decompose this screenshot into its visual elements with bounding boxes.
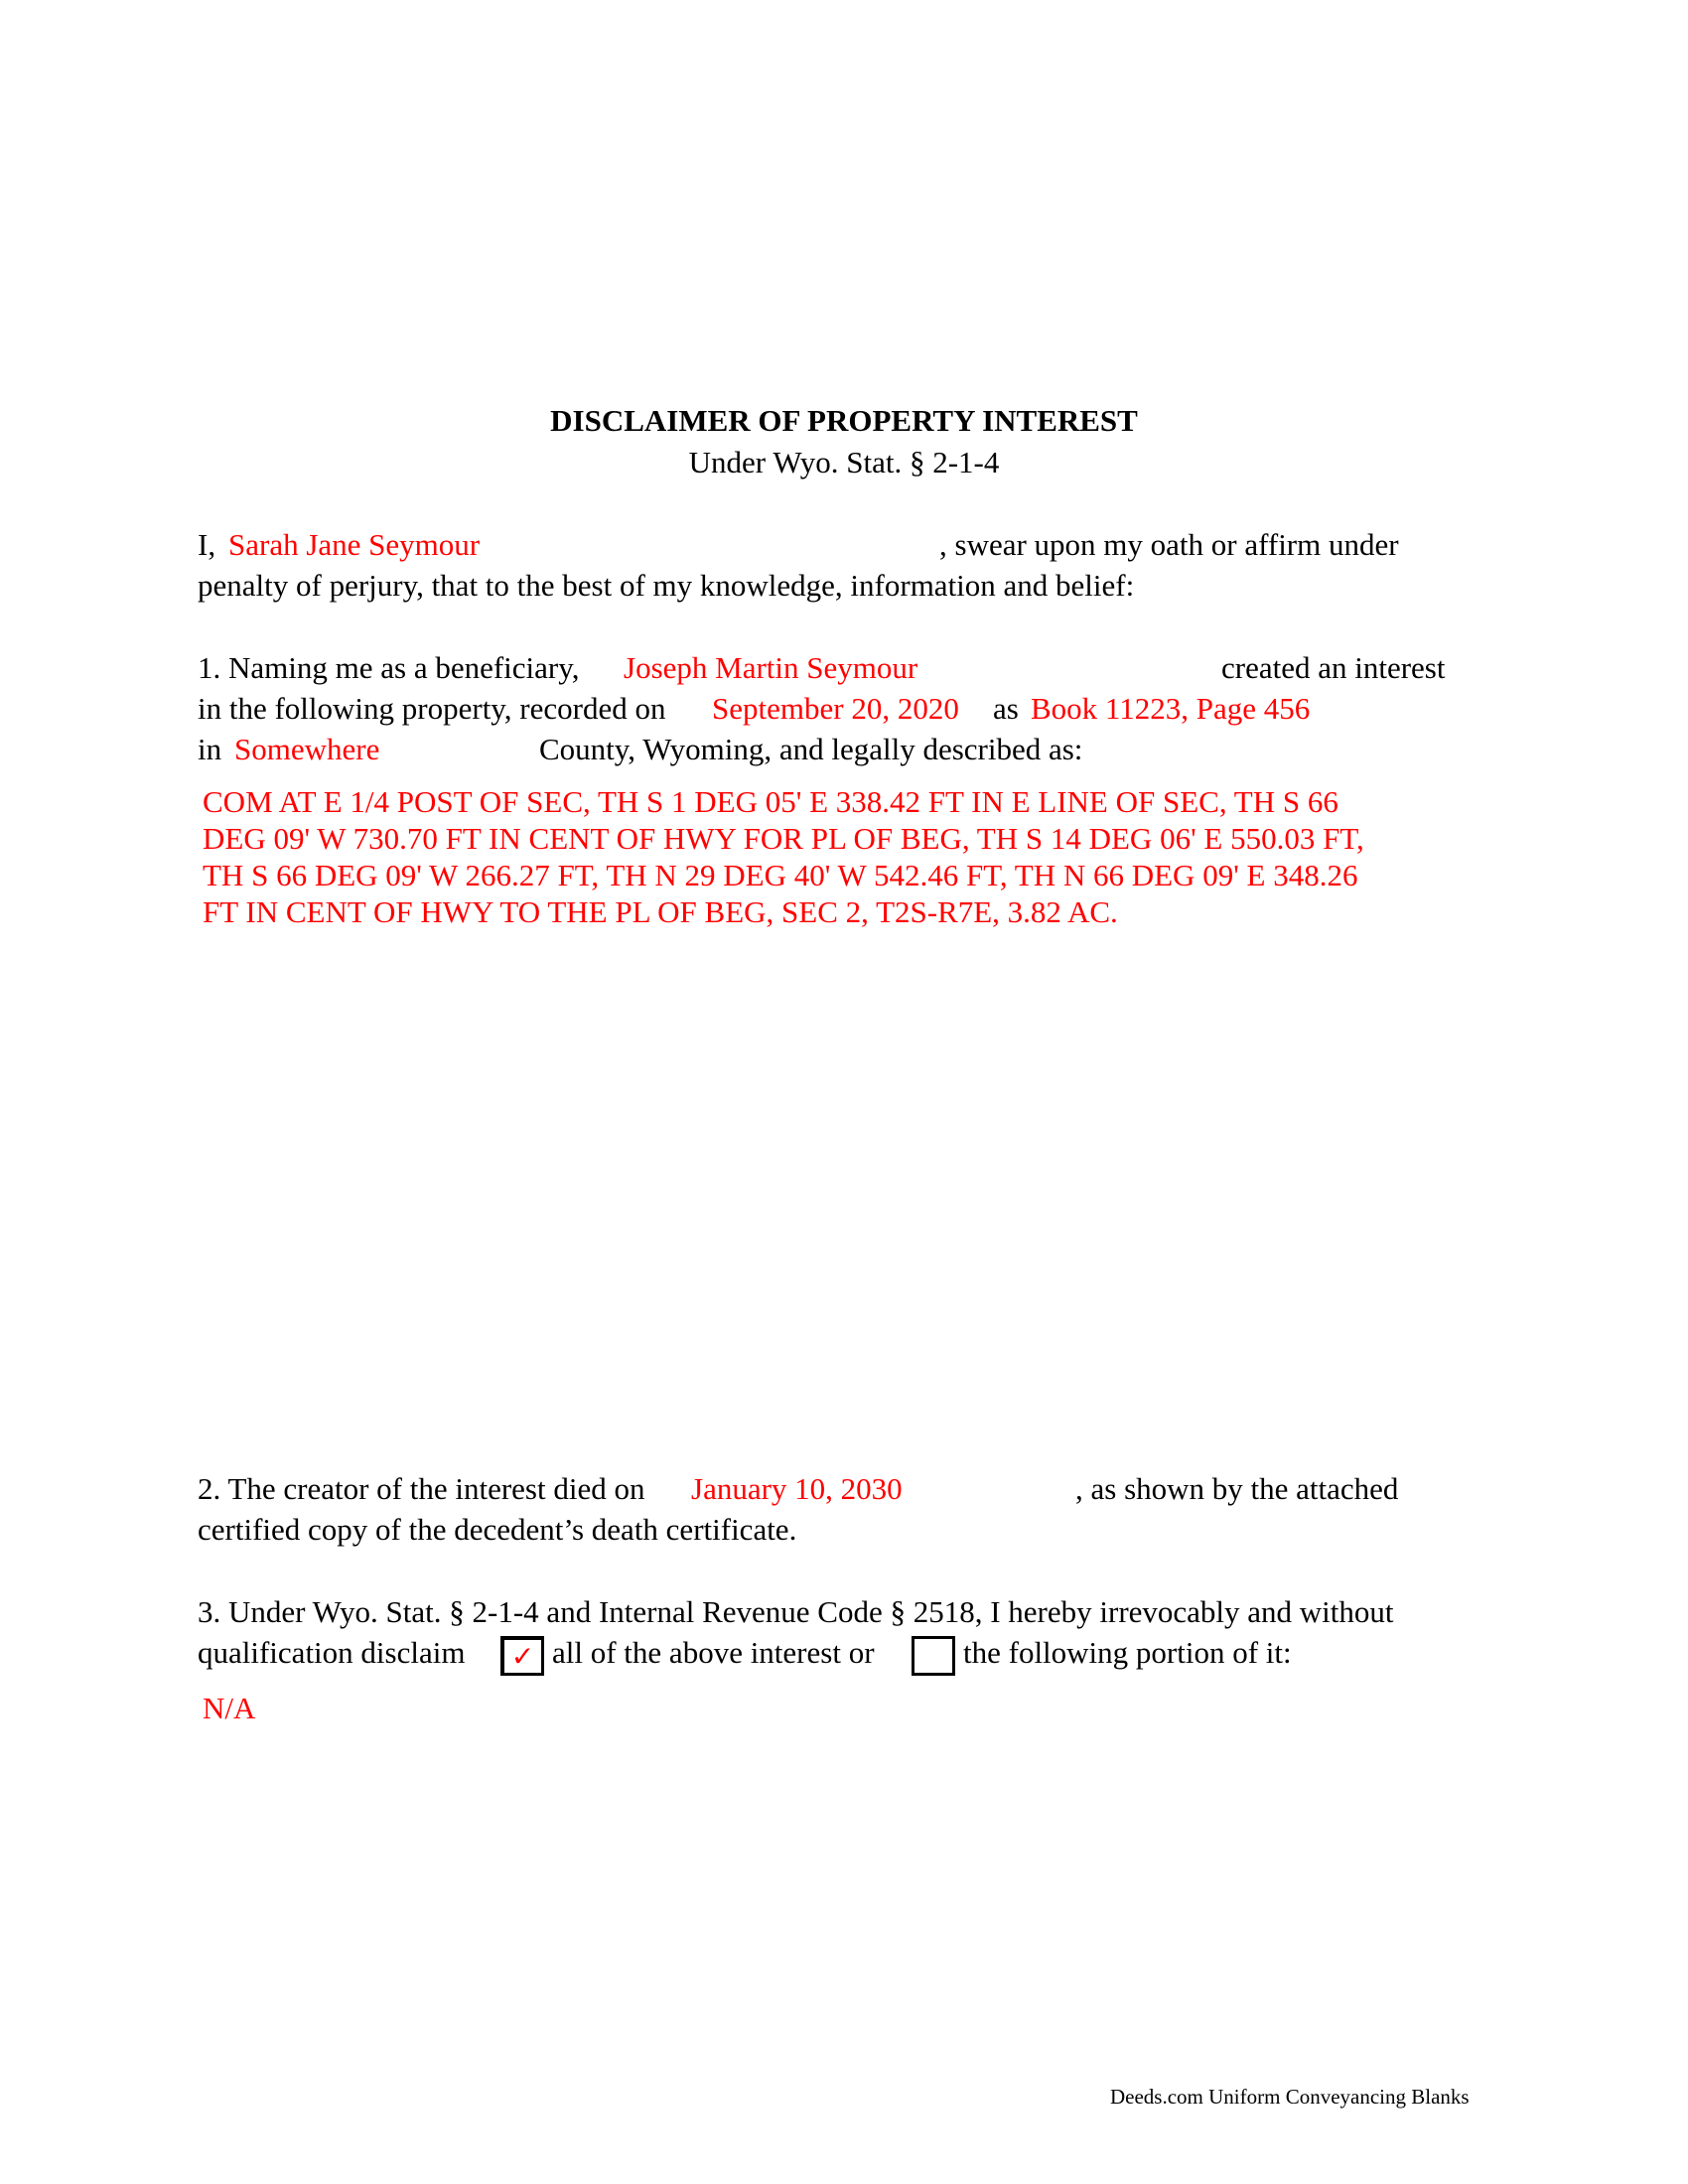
death-date-field[interactable]: January 10, 2030 (691, 1471, 903, 1506)
section2-prefix: 2. The creator of the interest died on (198, 1471, 645, 1506)
section3-line2-prefix: qualification disclaim (198, 1635, 466, 1670)
section2-suffix: , as shown by the attached (1075, 1471, 1399, 1506)
document-title: DISCLAIMER OF PROPERTY INTEREST (550, 403, 1138, 438)
creator-name-field[interactable]: Joseph Martin Seymour (624, 650, 918, 685)
intro-line1-suffix: , swear upon my oath or affirm under (939, 527, 1399, 562)
intro-line2: penalty of perjury, that to the best of my knowledge, information and belief: (198, 568, 1135, 603)
legal-description-line: DEG 09' W 730.70 FT IN CENT OF HWY FOR PL OF BEG, TH S 14 DEG 06' E 550.03 FT, (203, 821, 1364, 856)
section3-line1: 3. Under Wyo. Stat. § 2-1-4 and Internal Revenue Code § 2518, I hereby irrevocably and without (198, 1594, 1394, 1629)
legal-description-line: TH S 66 DEG 09' W 266.27 FT, TH N 29 DEG 40' W 542.46 FT, TH N 66 DEG 09' E 348.26 (203, 858, 1358, 892)
checkmark-icon: ✓ (510, 1640, 535, 1673)
section1-created-text: created an interest (1221, 650, 1446, 685)
recorded-date-field[interactable]: September 20, 2020 (712, 691, 959, 726)
document-subtitle: Under Wyo. Stat. § 2-1-4 (688, 445, 1000, 479)
portion-field[interactable]: N/A (203, 1691, 256, 1725)
disclaim-portion-checkbox[interactable] (912, 1636, 955, 1676)
legal-description-field[interactable] (203, 783, 1364, 930)
intro-prefix: I, (198, 527, 216, 562)
section2-line2: certified copy of the decedent’s death certificate. (198, 1512, 797, 1547)
disclaim-all-label: all of the above interest or (552, 1635, 875, 1670)
disclaim-portion-label: the following portion of it: (963, 1635, 1292, 1670)
disclaim-all-checkbox[interactable] (500, 1636, 544, 1676)
legal-description-line: FT IN CENT OF HWY TO THE PL OF BEG, SEC 2, T2S-R7E, 3.82 AC. (203, 894, 1118, 929)
section1-prefix: 1. Naming me as a beneficiary, (198, 650, 580, 685)
county-field[interactable]: Somewhere (234, 732, 380, 766)
declarant-name-field[interactable]: Sarah Jane Seymour (228, 527, 481, 562)
legal-description-line: COM AT E 1/4 POST OF SEC, TH S 1 DEG 05' E 338.42 FT IN E LINE OF SEC, TH S 66 (203, 784, 1338, 819)
section1-in-text: in (198, 732, 222, 766)
book-page-field[interactable]: Book 11223, Page 456 (1031, 691, 1311, 726)
section1-county-suffix: County, Wyoming, and legally described as: (539, 732, 1083, 766)
footer-text: Deeds.com Uniform Conveyancing Blanks (1110, 2085, 1470, 2109)
section1-line2-prefix: in the following property, recorded on (198, 691, 666, 726)
section1-as-text: as (993, 691, 1019, 726)
